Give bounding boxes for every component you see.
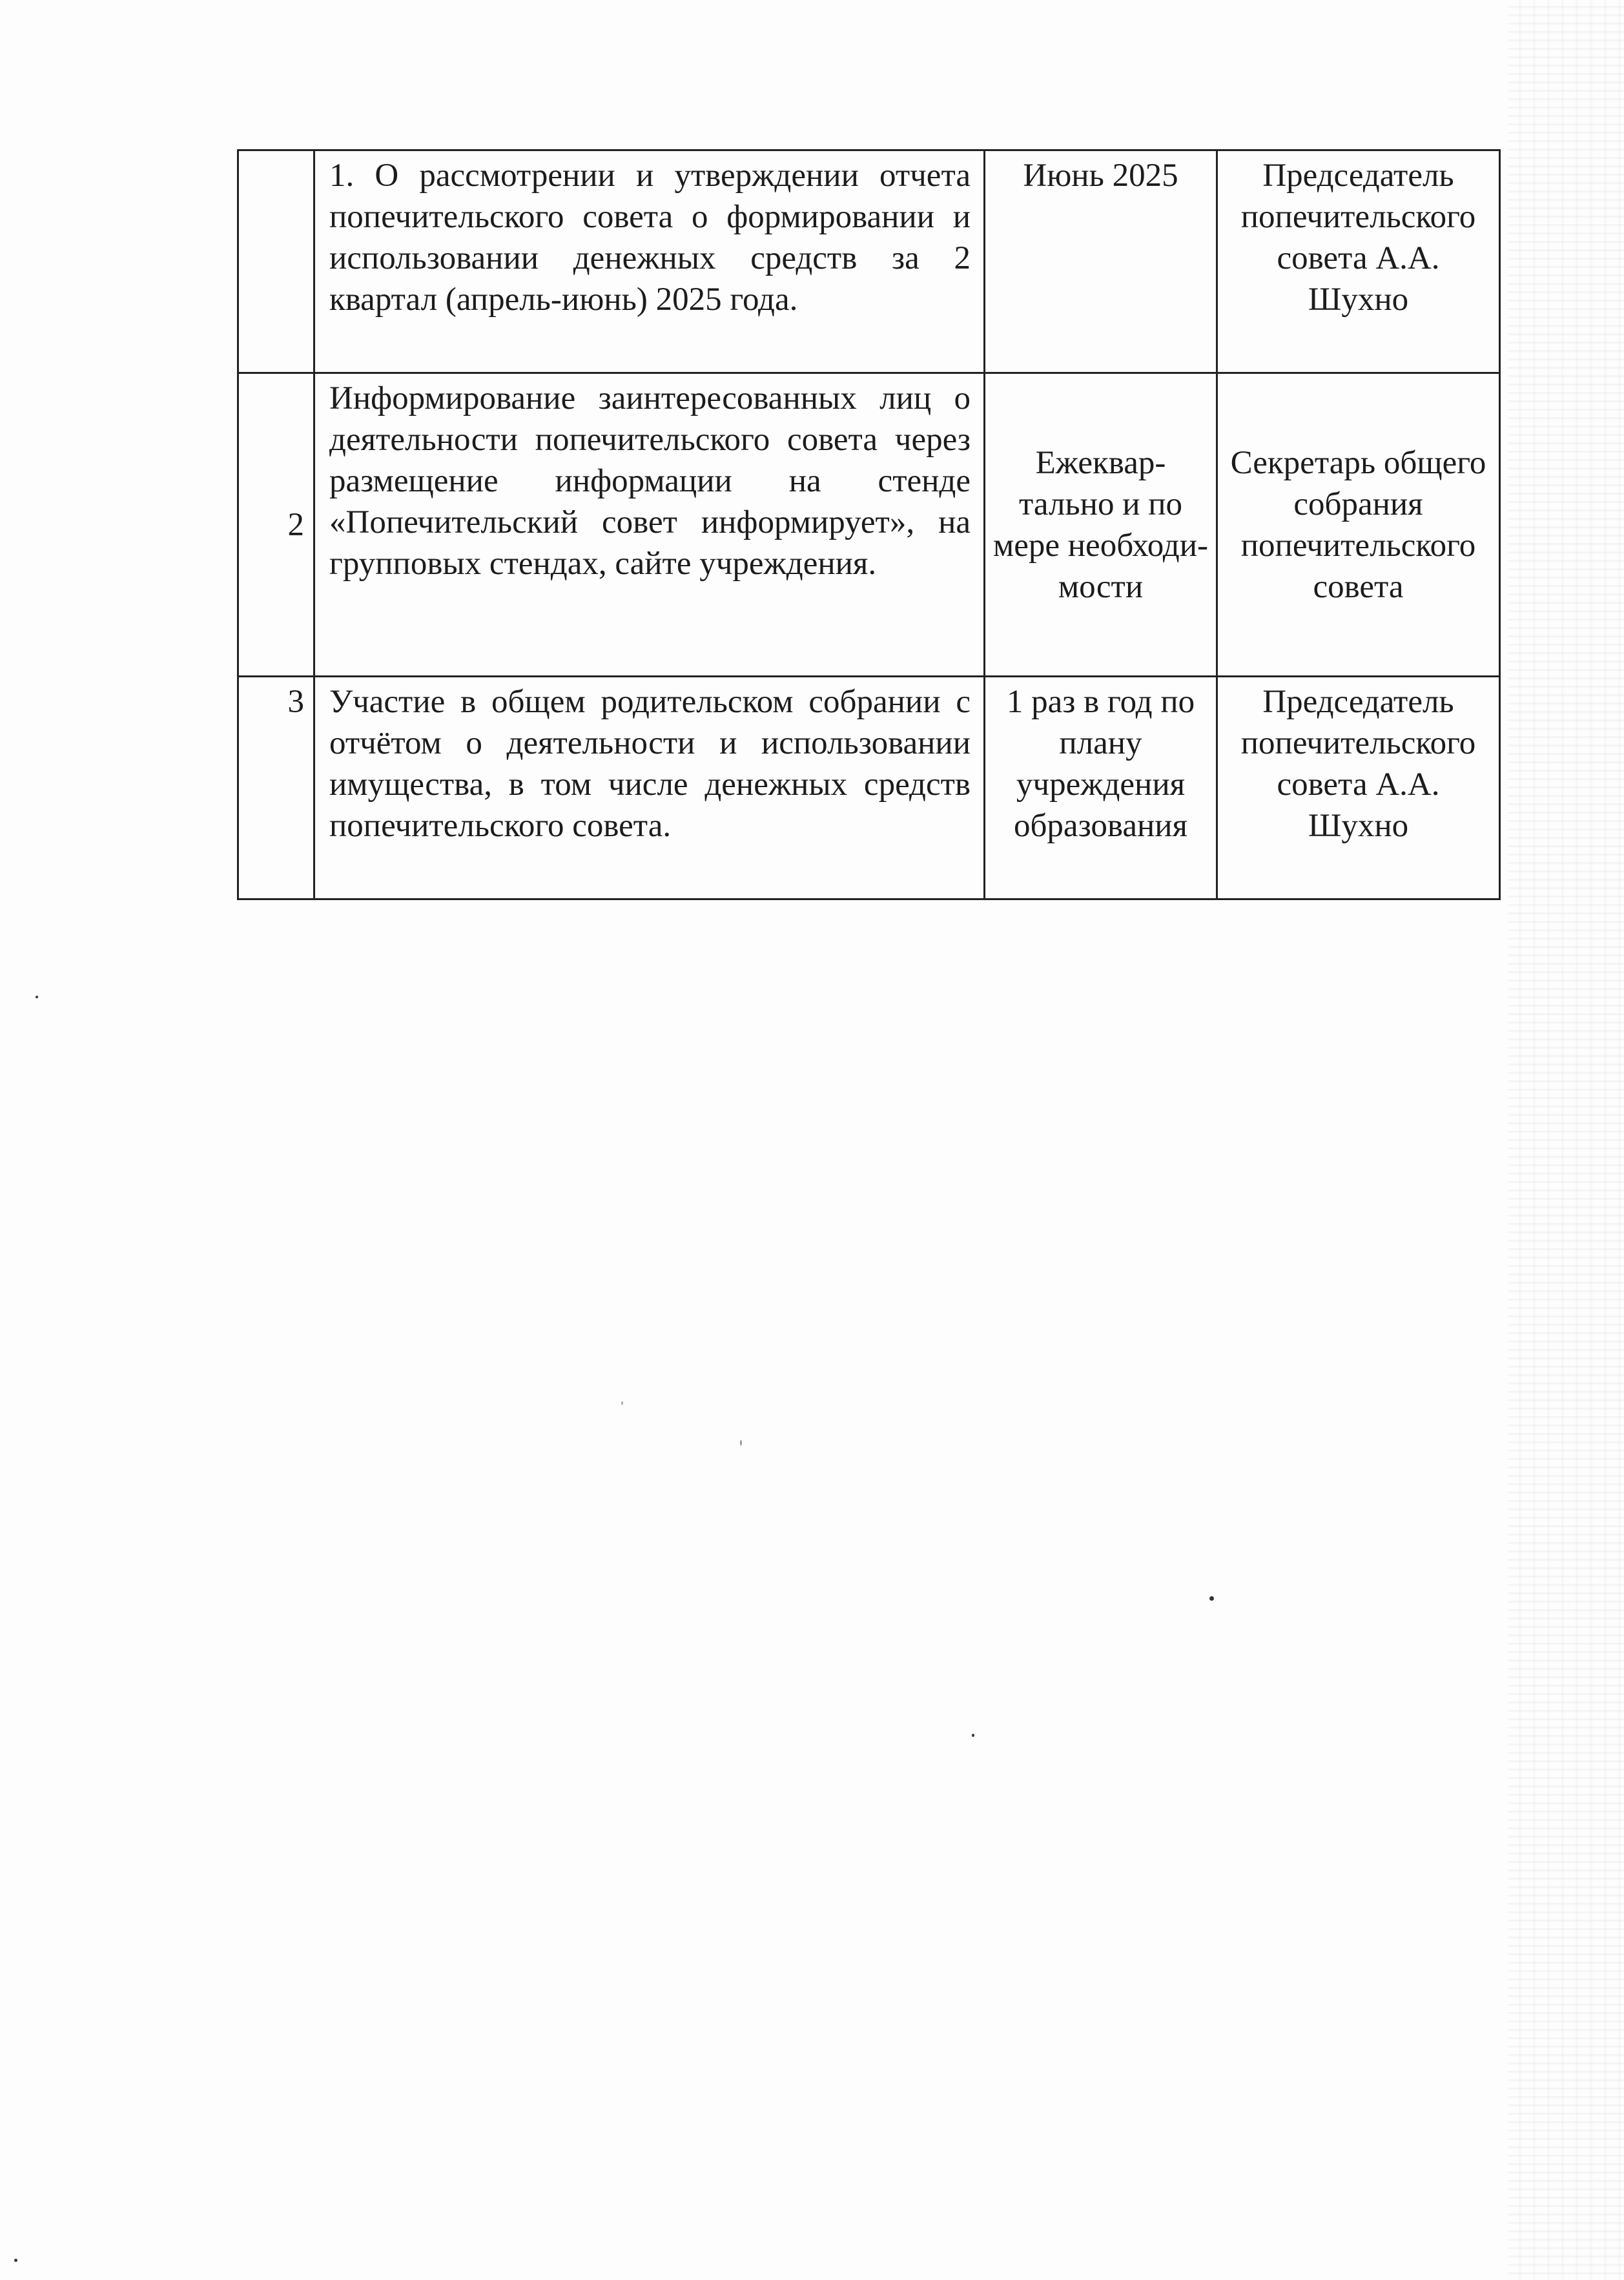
row-number: 2 bbox=[238, 373, 314, 677]
table-row bbox=[238, 150, 1500, 373]
row-number bbox=[238, 150, 314, 373]
term-cell: Ежеквар-тально и по мере необходи-мости bbox=[985, 373, 1217, 677]
table-row bbox=[238, 677, 1500, 899]
scan-speck bbox=[621, 1401, 623, 1405]
plan-table bbox=[237, 149, 1501, 900]
task-cell: Участие в общем родительском собрании с отчётом о деятельности и использовании имущества, в том числе денежных средств попечительского совета. bbox=[314, 677, 985, 899]
row-number: 3 bbox=[238, 677, 314, 899]
responsible-cell: Секретарь общего собрания попечительского совета bbox=[1217, 373, 1500, 677]
task-cell: 1. О рассмотрении и утверждении отчета попечительского совета о формировании и использовании денежных средств за 2 квартал (апрель-июнь) 2025 года. bbox=[314, 150, 985, 373]
scanner-edge-noise bbox=[1508, 0, 1624, 2280]
task-cell: Информирование заинтересованных лиц о деятельности попечительского совета через размещение информации на стенде «Попечительский совет информирует», на групповых стендах, сайте учреждения. bbox=[314, 373, 985, 677]
scan-speck bbox=[1209, 1596, 1214, 1601]
responsible-cell: Председатель попечительского совета А.А. Шухно bbox=[1217, 150, 1500, 373]
responsible-cell: Председатель попечительского совета А.А. Шухно bbox=[1217, 677, 1500, 899]
term-cell: 1 раз в год по плану учреждения образования bbox=[985, 677, 1217, 899]
table-row bbox=[238, 373, 1500, 677]
scan-speck bbox=[14, 2259, 17, 2262]
term-cell: Июнь 2025 bbox=[985, 150, 1217, 373]
scan-speck bbox=[740, 1440, 742, 1446]
scan-speck bbox=[36, 996, 38, 998]
scan-speck bbox=[972, 1734, 974, 1737]
plan-table-container bbox=[237, 149, 1499, 900]
